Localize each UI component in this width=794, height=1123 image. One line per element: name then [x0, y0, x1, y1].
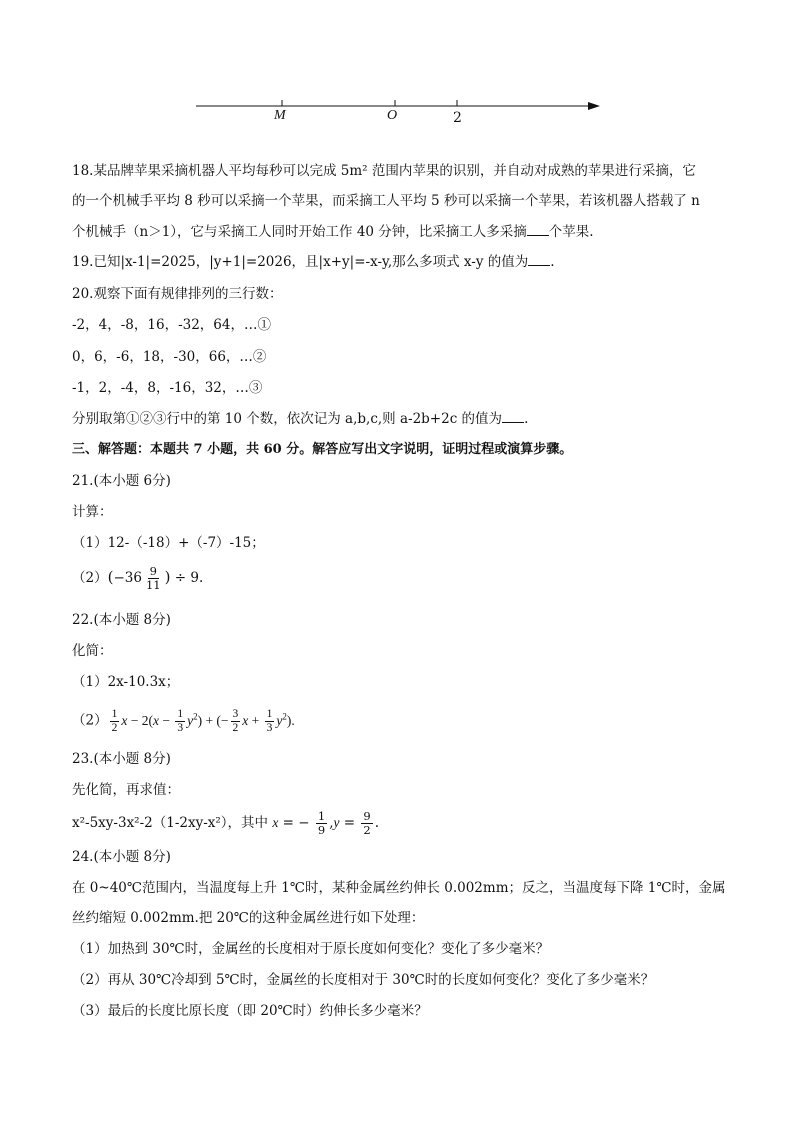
q21-frac-num: 9	[149, 564, 157, 578]
q23-expression: x²-5xy-3x²-2（1-2xy-x²），其中	[72, 815, 269, 831]
q18-line-3	[72, 222, 594, 242]
q22-part-2	[72, 700, 295, 737]
q18-line-2: 的一个机械手平均 8 秒可以采摘一个苹果，而采摘工人平均 5 秒可以采摘一个苹果，若该机器人搭载了 n	[72, 193, 700, 209]
q20-answer-blank[interactable]	[502, 410, 524, 423]
q20-row-3: -1，2，-4，8，-16，32，…③	[72, 380, 263, 396]
number-line-arrow	[588, 102, 600, 110]
label-o: O	[387, 108, 398, 123]
q23-y-den: 2	[363, 823, 371, 837]
q22-head: 22.(本小题 8分)	[72, 612, 171, 628]
q24-part-3: （3）最后的长度比原长度（即 20℃时）约伸长多少毫米？	[72, 1003, 428, 1019]
q21-fraction	[144, 565, 163, 592]
q23-x-fraction	[316, 810, 327, 837]
q21-part-2: （2）(−36 $\frac{9}{11}$ ) ÷ 9.	[72, 564, 204, 592]
q21-tail: ÷ 9.	[174, 570, 204, 586]
q19	[72, 252, 555, 272]
q19-text: 19.已知|x-1|=2025，|y+1|=2026，且|x+y|=-x-y,那么多项式 x-y 的值为	[72, 254, 529, 270]
q23-x-num: 1	[317, 809, 326, 823]
q21-head: 21.(本小题 6分)	[72, 473, 171, 489]
q23-head: 23.(本小题 8分)	[72, 751, 171, 767]
section-3-heading: 三、解答题：本题共 7 小题，共 60 分。解答应写出文字说明，证明过程或演算步骤。	[72, 442, 573, 457]
q24-line-2: 丝约缩短 0.002mm.把 20℃的这种金属丝进行如下处理：	[72, 910, 425, 926]
q22-expression: $\frac{1}{2}$ x − 2(x − $\frac{1}{3}$ $y^2$) + (− $\frac{3}{2}$ x + $\frac{1}{3}$ $y^2$).	[111, 707, 295, 734]
q22-prompt: 化简：	[72, 643, 113, 659]
label-2: 2	[453, 110, 462, 126]
q24-line-1: 在 0~40℃范围内，当温度每上升 1℃时，某种金属丝约伸长 0.002mm；反之，当温度每下降 1℃时，金属	[72, 880, 726, 896]
q18-line-3-end: 个苹果.	[548, 224, 594, 240]
q19-end: .	[550, 254, 555, 270]
q23-expression-line: x²-5xy-3x²-2（1-2xy-x²），其中 x = − $\frac{1}{9}$ ,y = $\frac{9}{2}$ .	[72, 809, 380, 837]
q24-part-2: （2）再从 30℃冷却到 5℃时，金属丝的长度相对于 30℃时的长度如何变化？变化了多少毫米？	[72, 972, 655, 988]
q23-prompt: 先化简，再求值：	[72, 782, 180, 798]
q24-head: 24.(本小题 8分)	[72, 849, 171, 865]
q20-row-1: -2，4，-8，16，-32，64，…①	[72, 317, 271, 333]
q20-ask	[72, 409, 528, 429]
q18-answer-blank[interactable]	[527, 223, 549, 236]
q21-int: −36	[113, 570, 142, 586]
q22-part-2-label: （2）	[72, 712, 108, 729]
q21-part-1: （1）12-（-18）+（-7）-15；	[72, 535, 265, 551]
q20-row-2: 0，6，-6，18，-30，66，…②	[72, 349, 267, 365]
q23-y-num: 9	[363, 809, 371, 823]
label-m: M	[274, 108, 286, 123]
q18-line-3-text: 个机械手（n＞1），它与采摘工人同时开始工作 40 分钟，比采摘工人多采摘	[72, 224, 527, 240]
q20-title: 20.观察下面有规律排列的三行数：	[72, 286, 283, 302]
q18-line-1: 18.某品牌苹果采摘机器人平均每秒可以完成 5m² 范围内苹果的识别，并自动对成熟的苹果进行采摘，它	[72, 163, 696, 179]
q21-frac-den: 11	[145, 578, 161, 592]
q20-ask-text: 分别取第①②③行中的第 10 个数，依次记为 a,b,c,则 a-2b+2c 的值为	[72, 411, 503, 427]
q23-y-fraction	[361, 810, 372, 837]
q24-part-1: （1）加热到 30℃时，金属丝的长度相对于原长度如何变化？变化了多少毫米？	[72, 941, 550, 957]
q22-part-1: （1）2x-10.3x；	[72, 674, 180, 690]
q20-end: .	[524, 411, 529, 427]
q19-answer-blank[interactable]	[528, 253, 550, 266]
q21-part-2-label: （2）	[72, 570, 108, 586]
q23-x-den: 9	[317, 823, 326, 837]
q21-prompt: 计算：	[72, 504, 113, 520]
